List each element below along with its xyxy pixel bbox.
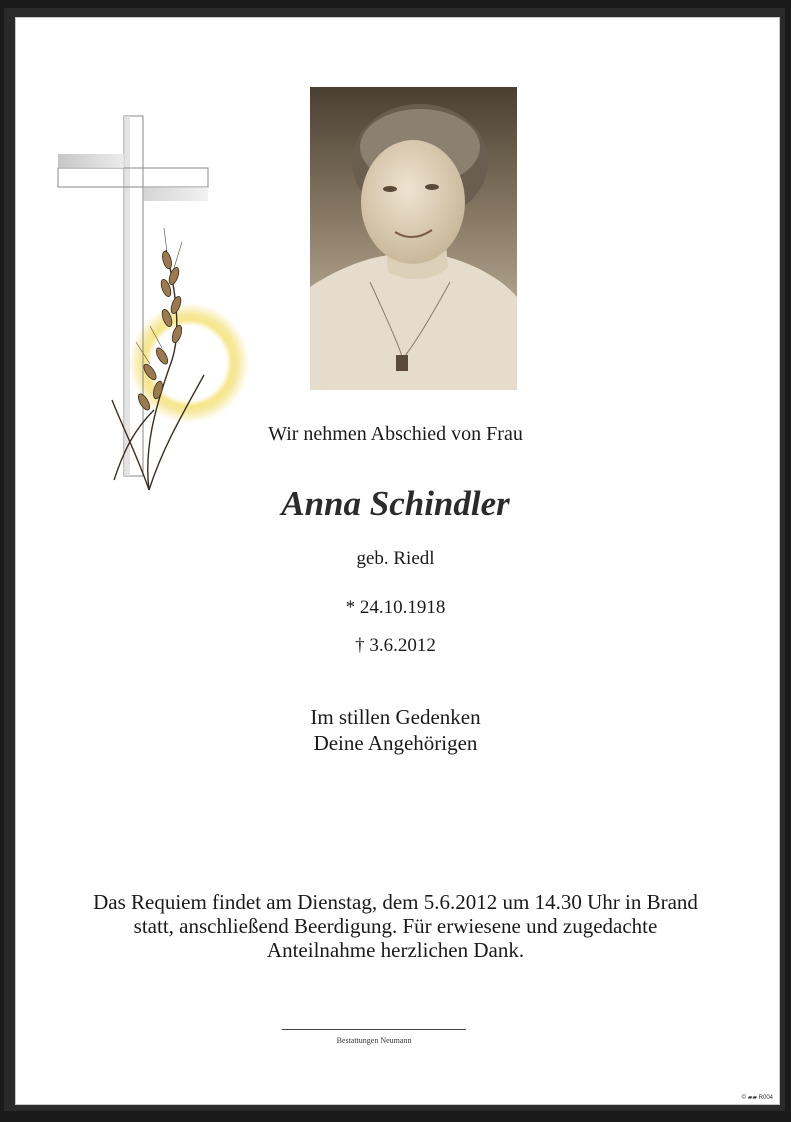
maiden-name: geb. Riedl: [356, 548, 435, 569]
requiem-line: Anteilnahme herzlichen Dank.: [266, 938, 525, 962]
birth-date: * 24.10.1918: [345, 597, 446, 618]
corner-mark: © ▰▰ R004: [741, 1095, 773, 1101]
requiem-line: statt, anschließend Beerdigung. Für erwiesene und zugedachte: [133, 914, 658, 938]
memorial-line: Deine Angehörigen: [313, 731, 478, 755]
signature-line: [282, 1029, 466, 1030]
farewell-intro: Wir nehmen Abschied von Frau: [268, 423, 523, 445]
portrait-photo: [310, 87, 517, 390]
memorial-line: Im stillen Gedenken: [310, 705, 481, 729]
undertaker-name: Bestattungen Neumann: [336, 1036, 412, 1045]
memorial-text: [0, 704, 791, 756]
deceased-name: Anna Schindler: [281, 484, 510, 523]
death-date: † 3.6.2012: [355, 635, 436, 656]
requiem-notice: [0, 890, 791, 962]
cross-horizontal-beam: [58, 168, 208, 187]
requiem-line: Das Requiem findet am Dienstag, dem 5.6.2012 um 14.30 Uhr in Brand: [93, 890, 698, 914]
